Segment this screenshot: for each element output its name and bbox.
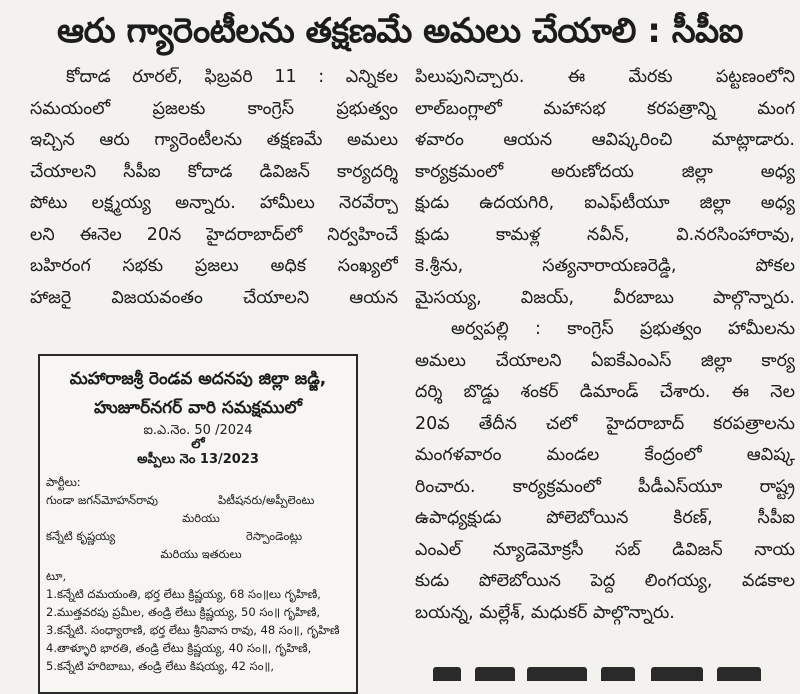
respondent-name: కన్నేటి కృష్ణయ్య xyxy=(46,529,116,543)
case-number: ఐ.ఎ.నెం. 50 /2024 xyxy=(143,423,253,438)
article-line: లాల్‌బంగ్లాలో మహాసభ కరపత్రాన్ని మంగ xyxy=(415,98,795,119)
and-others: మరియు ఇతరులు xyxy=(160,547,242,561)
article-line: క్షుడు కామళ్ల నవీన్, వి.నరసింహారావు, xyxy=(415,224,795,245)
article-line: కె.శ్రీను, సత్యనారాయణరెడ్డి, పోకల xyxy=(415,256,795,276)
article-line: ళవారం ఆయన ఆవిష్కరించి మాట్లాడారు. xyxy=(415,130,795,150)
article-line: బయన్న, మల్లేశ్, మధుకర్ పాల్గొన్నారు. xyxy=(415,602,675,623)
article-line: సమయంలో ప్రజలకు కాంగ్రెస్ ప్రభుత్వం xyxy=(30,98,398,119)
article-line: కుడు పోలెబోయిన పెద్ద లింగయ్య, వడకాల xyxy=(415,571,795,591)
article-line: బహిరంగ సభకు ప్రజలు అధిక సంఖ్యలో xyxy=(30,256,398,276)
to-label: టూ, xyxy=(46,569,67,583)
notice-entry: 4.తాళ్ళూరి భారతి, తండ్రి లేటు క్రిష్ణయ్య, 40 సం॥, గృహిణి, xyxy=(46,641,312,655)
petitioner-role: పిటీషనరు/అప్పీలెంటు xyxy=(218,493,315,507)
article-line: లని ఈనెల 20న హైదరాబాద్‌లో నిర్వహించే xyxy=(30,224,398,245)
article-line: క్షుడు ఉదయగిరి, ఐఎఫ్‌టీయూ జిల్లా అధ్య xyxy=(415,193,795,213)
article-line: చేయాలని సీపీఐ కోదాడ డివిజన్ కార్యదర్శి xyxy=(30,161,398,182)
article-line: ఉపాధ్యక్షుడు పోలెబోయిన కిరణ్, సీపీఐ xyxy=(415,508,795,528)
article-line: అమలు చేయాలని ఏఐకేఎంఎస్ జిల్లా కార్య xyxy=(415,350,795,371)
next-headline-fragment xyxy=(415,660,795,681)
article-line: దర్శి బొడ్డు శంకర్ డిమాండ్ చేశారు. ఈ నెల xyxy=(415,382,795,402)
article-line: 20వ తేదీన చలో హైదరాబాద్ కరపత్రాలను xyxy=(415,413,795,434)
parties-label: పార్టీలు: xyxy=(46,475,81,489)
headline: ఆరు గ్యారెంటీలను తక్షణమే అమలు చేయాలి : సీపీఐ xyxy=(57,11,743,51)
article-line: పోటు లక్ష్మయ్య అన్నారు. హామీలు నెరవేర్చా xyxy=(30,193,398,213)
and-separator: మరియు xyxy=(182,511,220,525)
case-connector: లో xyxy=(191,437,205,452)
article-line: కార్యక్రమంలో అరుణోదయ జిల్లా అధ్య xyxy=(415,161,795,182)
petitioner-row xyxy=(40,491,356,509)
court-title-line1: మహారాజశ్రీ రెండవ అదనపు జిల్లా జడ్జి, xyxy=(69,369,327,389)
article-line: రించారు. కార్యక్రమంలో పీడీఎస్‌యూ రాష్ట్ర xyxy=(415,476,795,497)
article-line: ఎంఎల్ న్యూడెమోక్రసీ సబ్ డివిజన్ నాయ xyxy=(415,539,795,560)
respondent-role: రెస్పాండెంట్లు xyxy=(246,529,303,543)
court-notice xyxy=(38,354,358,694)
article-line: మైసయ్య, విజయ్, వీరబాబు పాల్గొన్నారు. xyxy=(415,287,795,308)
article-line: అర్వపల్లి : కాంగ్రెస్ ప్రభుత్వం హామీలను xyxy=(451,319,795,339)
notice-entry: 2.ముత్తవరపు ప్రమీల, తండ్రి లేటు క్రిష్ణయ్య, 50 సం॥ గృహిణి, xyxy=(46,605,321,619)
left-column xyxy=(30,62,398,314)
notice-entry: 1.కన్నేటి దమయంతి, భర్త లేటు క్రిష్ణయ్య, 68 సం॥లు గృహిణి, xyxy=(46,587,321,601)
article-line: హాజరై విజయవంతం చేయాలని ఆయన xyxy=(30,287,398,308)
petitioner-name: గుండా జగన్‌మోహన్‌రావు xyxy=(46,493,159,507)
article-line: కోదాడ రూరల్, ఫిబ్రవరి 11 : ఎన్నికల xyxy=(66,67,398,87)
right-column xyxy=(415,62,795,629)
appeal-number: అప్పీలు నెం 13/2023 xyxy=(137,452,259,467)
article-line: మంగళవారం మండల కేంద్రంలో ఆవిష్క xyxy=(415,445,795,465)
article-line: పిలుపునిచ్చారు. ఈ మేరకు పట్టణంలోని xyxy=(415,67,795,87)
respondent-row xyxy=(40,527,356,545)
article-line: ఇచ్చిన ఆరు గ్యారెంటీలను తక్షణమే అమలు xyxy=(30,130,398,150)
notice-entry: 3.కన్నేటి. సంధ్యారాణి, భర్త లేటు శ్రీనివాస రావు, 48 సం॥, గృహిణి xyxy=(46,623,340,637)
court-title-line2: హుజూర్‌నగర్ వారి సమక్షములో xyxy=(93,398,303,418)
notice-entry: 5.కన్నేటి హరిబాబు, తండ్రి లేటు కిషయ్య, 42 సం॥, xyxy=(46,659,275,673)
